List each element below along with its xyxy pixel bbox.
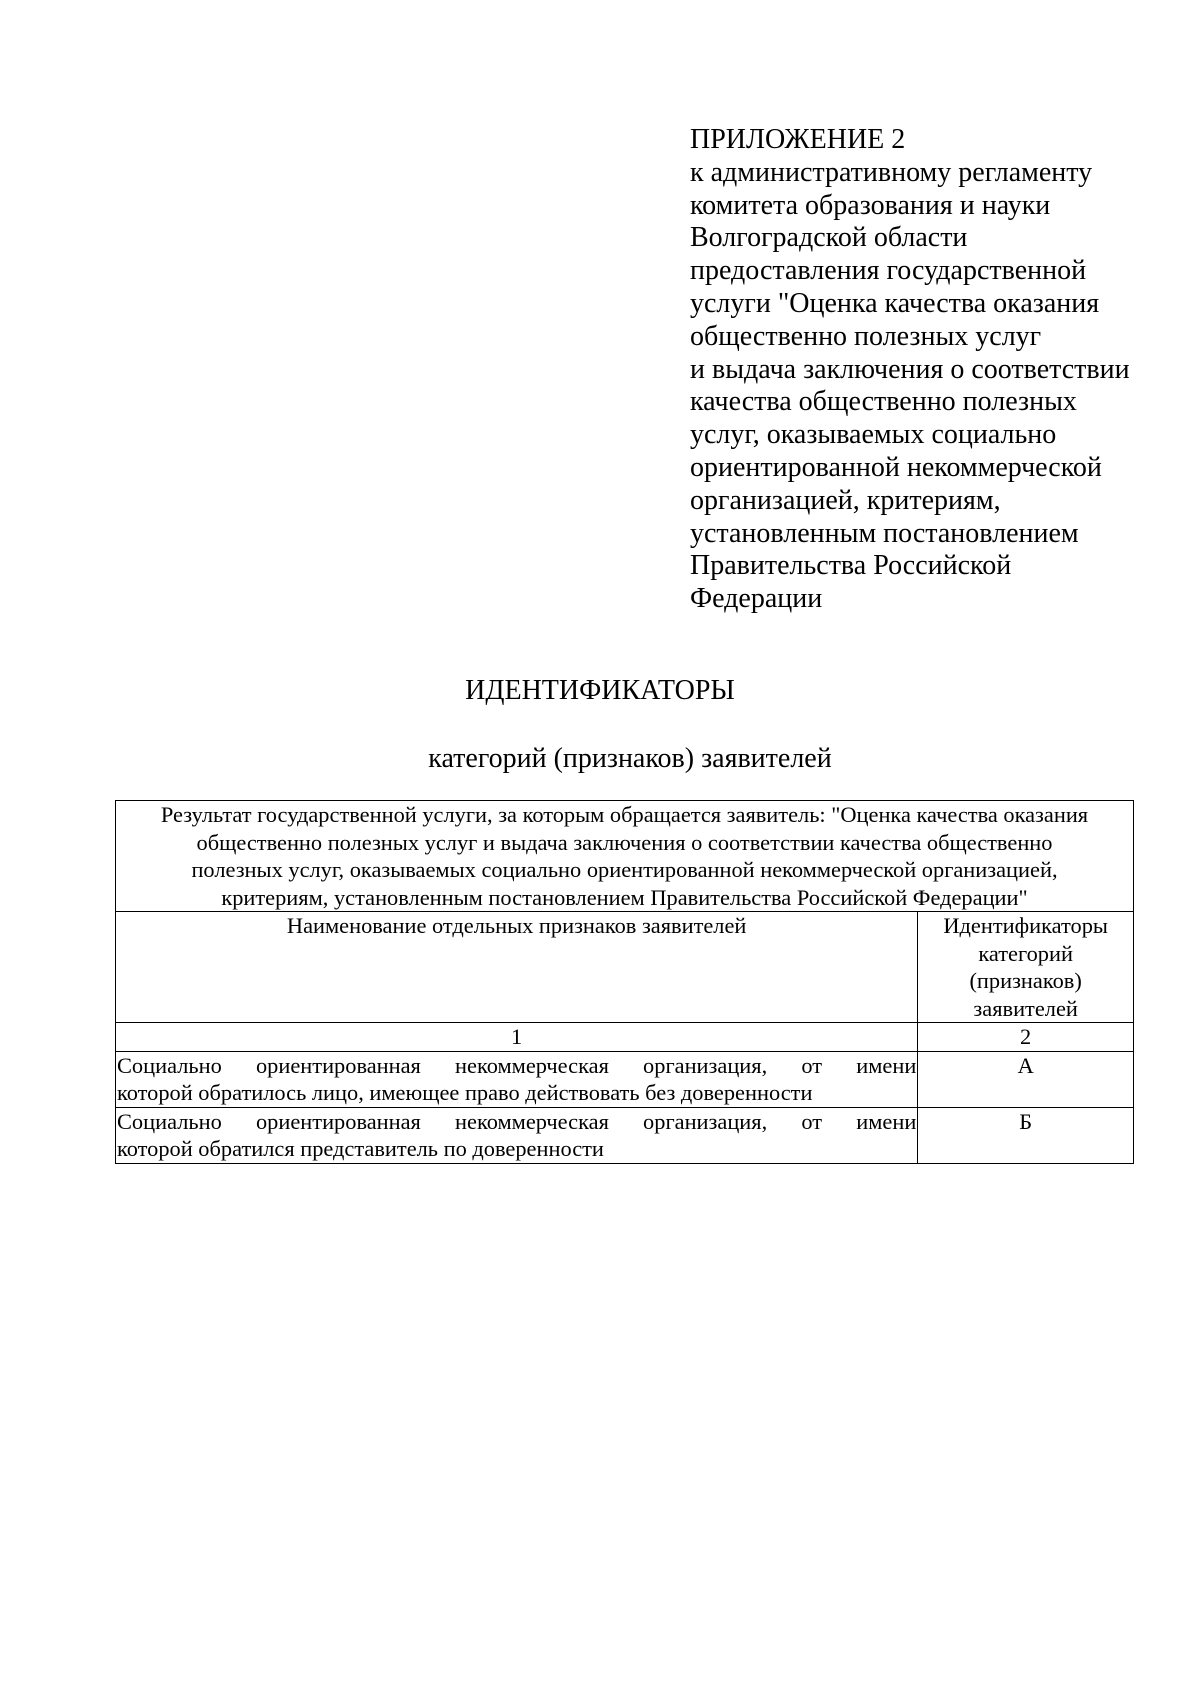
appendix-line: услуг, оказываемых социально — [690, 419, 1057, 451]
service-result-line: общественно полезных услуг и выдача заключения о соответствии качества общественно — [196, 829, 1053, 855]
appendix-line: общественно полезных услуг — [690, 320, 1042, 352]
header-feature-name: Наименование отдельных признаков заявителей — [116, 912, 918, 1023]
appendix-block — [690, 124, 1150, 616]
appendix-line: комитета образования и науки — [690, 189, 1051, 221]
appendix-heading: ПРИЛОЖЕНИЕ 2 — [690, 124, 906, 155]
header-identifiers-line: Идентификаторы — [943, 913, 1108, 938]
appendix-line: Правительства Российской — [690, 550, 1012, 582]
identifiers-table — [115, 800, 1134, 1164]
category-code-cell: Б — [918, 1107, 1134, 1163]
appendix-line: организацией, критериям, — [690, 484, 1001, 516]
header-identifiers-line: заявителей — [973, 995, 1078, 1021]
column-number-1: 1 — [116, 1023, 918, 1052]
column-number-2: 2 — [918, 1023, 1134, 1052]
table-row — [116, 1107, 1134, 1163]
service-result-line: полезных услуг, оказываемых социально ориентированной некоммерческой организацией, — [191, 857, 1058, 882]
appendix-line: Волгоградской области — [690, 222, 968, 254]
appendix-line: качества общественно полезных — [690, 386, 1077, 418]
column-number-row — [116, 1023, 1134, 1052]
applicant-feature-cell — [116, 1051, 918, 1107]
appendix-line: и выдача заключения о соответствии — [690, 353, 1130, 385]
appendix-line: к административному регламенту — [690, 156, 1093, 188]
appendix-line: установленным постановлением — [690, 517, 1079, 549]
service-result-cell — [116, 801, 1134, 912]
header-identifiers-line: (признаков) — [969, 968, 1082, 993]
appendix-line: ориентированной некоммерческой — [690, 451, 1102, 483]
appendix-line: услуги "Оценка качества оказания — [690, 287, 1100, 319]
header-identifiers — [918, 912, 1134, 1023]
table-header-row — [116, 912, 1134, 1023]
document-subtitle: категорий (признаков) заявителей — [428, 743, 832, 774]
appendix-line: предоставления государственной — [690, 255, 1087, 287]
applicant-feature-line: Социально ориентированная некоммерческая организация, от имени — [117, 1052, 917, 1078]
table-row-result — [116, 801, 1134, 912]
applicant-feature-line: которой обратилось лицо, имеющее право действовать без доверенности — [117, 1080, 813, 1105]
appendix-line: Федерации — [690, 583, 823, 615]
applicant-feature-line: которой обратился представитель по доверенности — [117, 1136, 604, 1161]
document-title: ИДЕНТИФИКАТОРЫ — [465, 675, 735, 706]
service-result-line: критериям, установленным постановлением Правительства Российской Федерации" — [221, 884, 1028, 910]
table-row — [116, 1051, 1134, 1107]
header-identifiers-line: категорий — [978, 940, 1073, 966]
applicant-feature-line: Социально ориентированная некоммерческая организация, от имени — [117, 1108, 917, 1134]
category-code-cell: А — [918, 1051, 1134, 1107]
applicant-feature-cell — [116, 1107, 918, 1163]
service-result-line: Результат государственной услуги, за которым обращается заявитель: "Оценка качества оказания — [160, 802, 1089, 827]
